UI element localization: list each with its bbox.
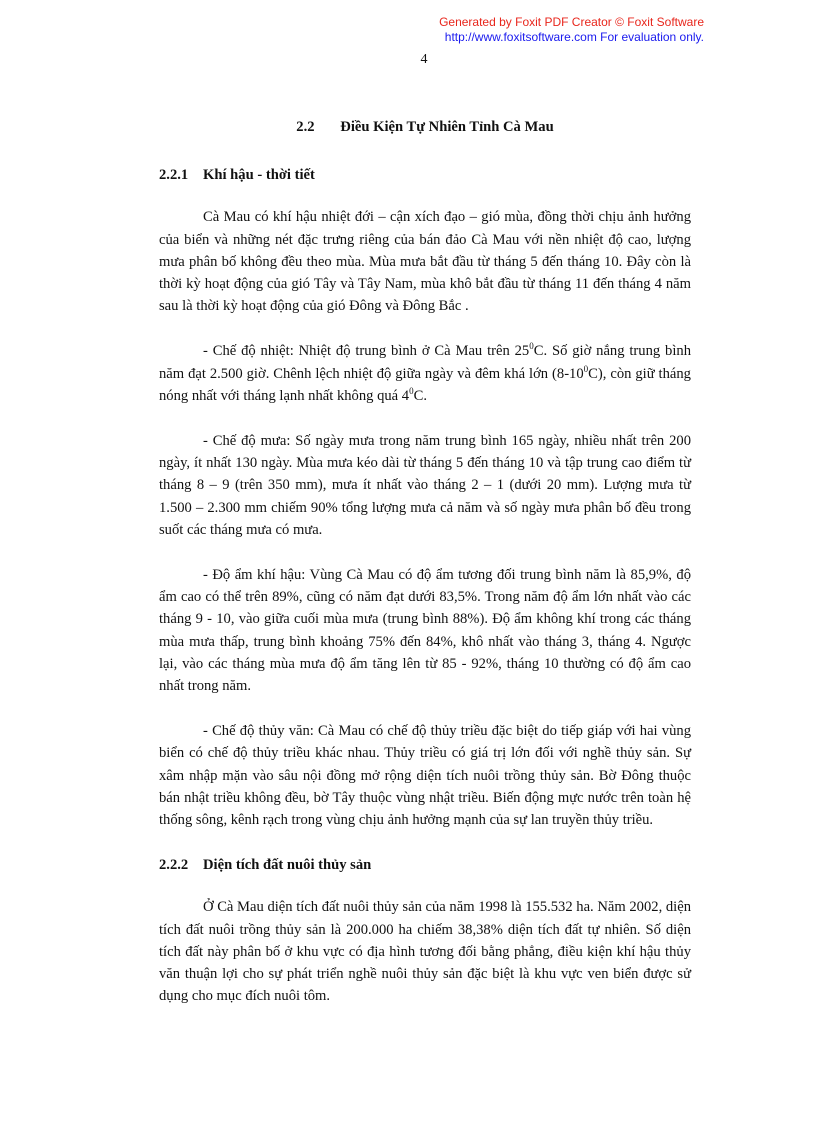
paragraph-rainfall: - Chế độ mưa: Số ngày mưa trong năm trung bình 165 ngày, nhiều nhất trên 200 ngày, ít nhất 130 ngày. Mùa mưa kéo dài từ tháng 5 đến tháng 10 và tập trung cao điểm từ tháng 8 – 9 (trên 350 mm), mưa ít nhất vào tháng 2 – 1 (dưới 20 mm). Lượng mưa từ 1.500 – 2.300 mm chiếm 90% tổng lượng mưa cả năm và số ngày mưa phân bố đều trong suốt các tháng mưa có mưa. xyxy=(159,433,691,538)
section-heading xyxy=(159,116,691,138)
section-title: Điều Kiện Tự Nhiên Tỉnh Cà Mau xyxy=(340,119,554,135)
subsection-title: Khí hậu - thời tiết xyxy=(203,167,315,184)
temperature-text-a: - Chế độ nhiệt: Nhiệt độ trung bình ở Cà Mau trên 25 xyxy=(203,343,530,360)
subsection-heading-aquaculture-area xyxy=(159,854,691,876)
temperature-text-d: C. xyxy=(413,387,427,404)
paragraph-aquaculture-area: Ở Cà Mau diện tích đất nuôi thủy sản của năm 1998 là 155.532 ha. Năm 2002, diện tích đất nuôi trồng thủy sản là 200.000 ha chiếm 38,38% diện tích đất tự nhiên. Số diện tích đất này phân bố ở khu vực có địa hình tương đối bằng phẳng, điều kiện khí hậu thủy văn thuận lợi cho sự phát triển nghề nuôi thủy sản đặc biệt là khu vực ven biển được sử dụng cho mục đích nuôi tôm. xyxy=(159,899,691,1005)
paragraph-temperature xyxy=(159,340,691,407)
watermark-generator-line: Generated by Foxit PDF Creator © Foxit Software xyxy=(439,15,704,29)
degree-sup-3: 0 xyxy=(409,385,414,396)
degree-sup-1: 0 xyxy=(529,341,534,352)
page-number: 4 xyxy=(420,52,428,67)
foxit-watermark xyxy=(439,15,704,45)
paragraph-hydrology: - Chế độ thủy văn: Cà Mau có chế độ thủy triều đặc biệt do tiếp giáp với hai vùng biển có chế độ thủy triều khác nhau. Thủy triều có giá trị lớn đối với nghề thủy sản. Sự xâm nhập mặn vào sâu nội đồng mở rộng diện tích nuôi trồng thủy sản. Bờ Đông thuộc bán nhật triều không đều, bờ Tây thuộc vùng nhật triều. Biến động mực nước trên toàn hệ thống sông, kênh rạch trong vùng chịu ảnh hưởng mạnh của sự lan truyền thủy triều. xyxy=(159,723,691,829)
paragraph-climate-overview: Cà Mau có khí hậu nhiệt đới – cận xích đạo – gió mùa, đồng thời chịu ảnh hưởng của biển và những nét đặc trưng riêng của bán đảo Cà Mau với nền nhiệt độ cao, lượng mưa phân bố không đều theo mùa. Mùa mưa bắt đầu từ tháng 5 đến tháng 10. Đây còn là thời kỳ hoạt động của gió Tây và Tây Nam, mùa khô bắt đầu từ tháng 11 đến tháng 4 năm sau là thời kỳ hoạt động của gió Đông và Đông Bắc . xyxy=(159,209,691,315)
subsection-heading-climate xyxy=(159,164,691,186)
paragraph-humidity: - Độ ẩm khí hậu: Vùng Cà Mau có độ ẩm tương đối trung bình năm là 85,9%, độ ẩm cao có thể trên 89%, cũng có năm đạt dưới 83,5%. Trong năm độ ẩm lớn nhất vào các tháng 9 - 10, vào giữa cuối mùa mưa (trung bình 88%). Độ ẩm không khí trong các tháng mùa mưa thấp, trung bình khoảng 75% đến 84%, khô nhất vào tháng 3, tháng 4. Ngược lại, vào các tháng mùa mưa độ ẩm tăng lên từ 85 - 92%, tháng 10 thường có độ ẩm cao nhất trong năm. xyxy=(159,567,691,695)
subsection-number: 2.2.2 xyxy=(159,857,189,874)
subsection-title: Diện tích đất nuôi thủy sản xyxy=(203,857,372,874)
document-body xyxy=(159,116,691,1031)
temperature-text-c: C), còn giữ tháng nóng nhất với tháng lạnh nhất không quá 4 xyxy=(159,365,691,404)
temperature-text-b: C. Số giờ nắng trung bình năm đạt 2.500 giờ. Chênh lệch nhiệt độ giữa ngày và đêm khá lớn (8-10 xyxy=(159,343,691,382)
section-number: 2.2 xyxy=(296,119,315,135)
degree-sup-2: 0 xyxy=(583,363,589,374)
subsection-number: 2.2.1 xyxy=(159,167,189,184)
watermark-url-line: http://www.foxitsoftware.com For evaluation only. xyxy=(444,30,704,44)
